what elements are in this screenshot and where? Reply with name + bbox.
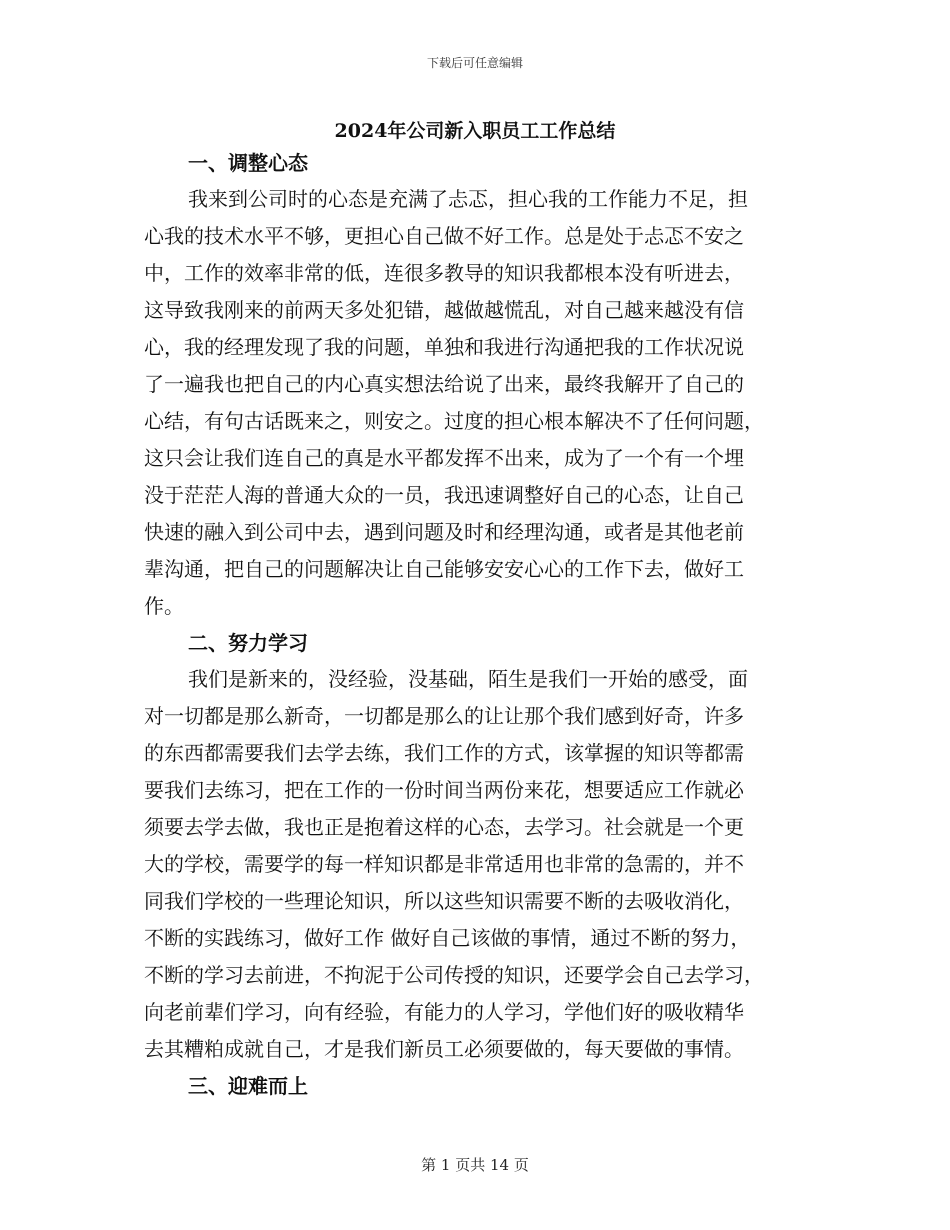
section-heading-2: 二、努力学习 (188, 631, 308, 655)
text-line: 心，我的经理发现了我的问题，单独和我进行沟通把我的工作状况说 (144, 335, 744, 359)
text-line: 没于茫茫人海的普通大众的一员，我迅速调整好自己的心态，让自己 (144, 483, 744, 507)
text-line: 这只会让我们连自己的真是水平都发挥不出来，成为了一个有一个埋 (144, 446, 744, 470)
text-line: 作。 (144, 594, 184, 618)
text-line: 大的学校，需要学的每一样知识都是非常适用也非常的急需的，并不 (144, 852, 744, 876)
text-line: 心结，有句古话既来之，则安之。过度的担心根本解决不了任何问题， (144, 409, 764, 433)
section-heading-3: 三、迎难而上 (188, 1074, 308, 1098)
text-line: 同我们学校的一些理论知识，所以这些知识需要不断的去吸收消化， (144, 889, 744, 913)
document-body (144, 145, 804, 1104)
text-line: 的东西都需要我们去学去练，我们工作的方式，该掌握的知识等都需 (144, 741, 744, 765)
text-line: 须要去学去做，我也正是抱着这样的心态，去学习。社会就是一个更 (144, 815, 744, 839)
section-paragraph-1 (144, 181, 804, 625)
text-line: 不断的实践练习，做好工作 做好自己该做的事情，通过不断的努力， (144, 926, 751, 950)
header-note: 下载后可任意编辑 (426, 56, 523, 70)
text-line: 向老前辈们学习，向有经验，有能力的人学习，学他们好的吸收精华 (144, 1000, 744, 1024)
section-heading-1: 一、调整心态 (188, 151, 308, 175)
text-line: 心我的技术水平不够，更担心自己做不好工作。总是处于忐忑不安之 (144, 224, 744, 248)
section-paragraph-2 (144, 661, 804, 1068)
text-line: 我们是新来的，没经验，没基础，陌生是我们一开始的感受，面 (188, 667, 748, 691)
text-line: 对一切都是那么新奇，一切都是那么的让让那个我们感到好奇，许多 (144, 704, 744, 728)
page-footer: 第 1 页共 14 页 (421, 1156, 529, 1174)
document-title: 2024年公司新入职员工工作总结 (334, 120, 616, 142)
text-line: 这导致我刚来的前两天多处犯错，越做越慌乱，对自己越来越没有信 (144, 298, 744, 322)
text-line: 不断的学习去前进，不拘泥于公司传授的知识，还要学会自己去学习， (144, 963, 764, 987)
text-line: 我来到公司时的心态是充满了忐忑，担心我的工作能力不足，担 (188, 187, 748, 211)
text-line: 中，工作的效率非常的低，连很多教导的知识我都根本没有听进去， (144, 261, 744, 285)
text-line: 辈沟通，把自己的问题解决让自己能够安安心心的工作下去，做好工 (144, 557, 744, 581)
text-line: 快速的融入到公司中去，遇到问题及时和经理沟通，或者是其他老前 (144, 520, 744, 544)
text-line: 去其糟粕成就自己，才是我们新员工必须要做的，每天要做的事情。 (144, 1037, 744, 1061)
text-line: 了一遍我也把自己的内心真实想法给说了出来，最终我解开了自己的 (144, 372, 744, 396)
text-line: 要我们去练习，把在工作的一份时间当两份来花，想要适应工作就必 (144, 778, 744, 802)
